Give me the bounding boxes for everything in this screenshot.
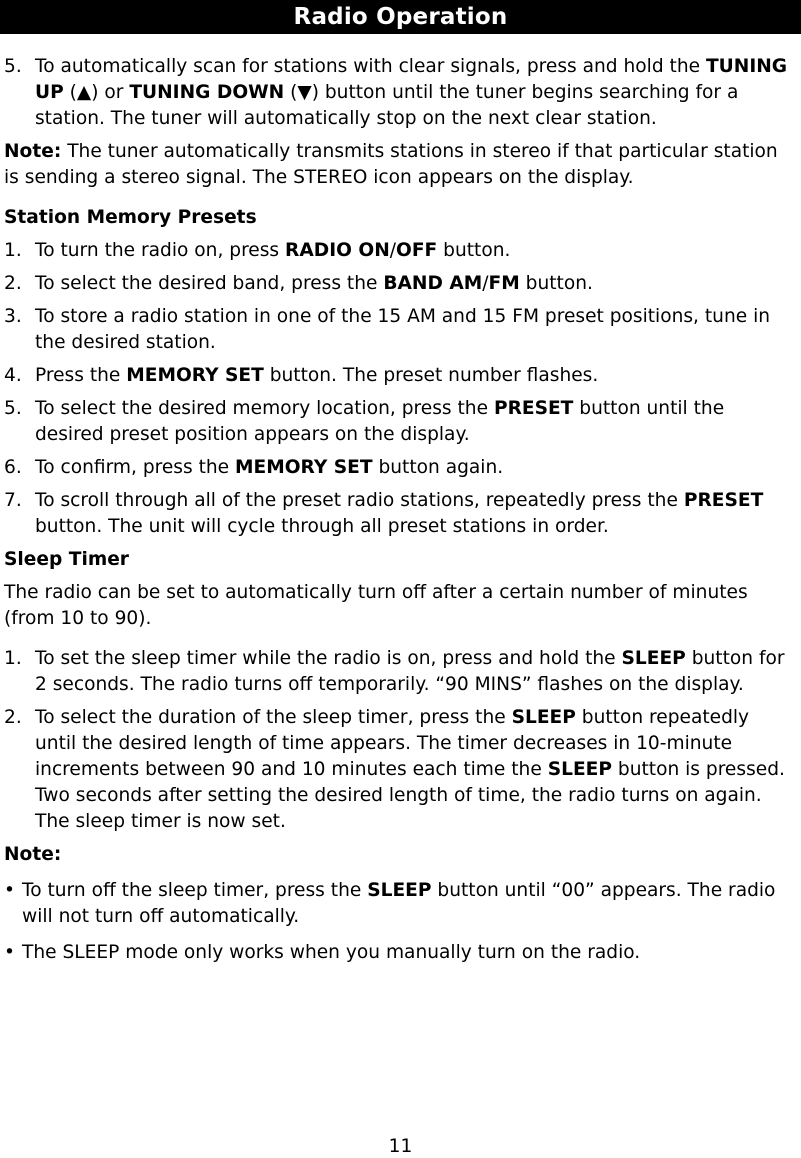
sleep-timer-heading: Sleep Timer (4, 549, 129, 570)
page-number: 11 (388, 1136, 413, 1157)
bullet-icon: • (4, 880, 15, 901)
stereo-note: Note: The tuner automatically transmits stations in stereo if that particular station is sending a stereo signal. The STEREO icon appears on the display. (4, 141, 778, 188)
down-triangle-icon: ▼ (297, 82, 312, 103)
page-title: Radio Operation (293, 4, 508, 30)
preset-step-6: 6. To confirm, press the MEMORY SET button again. (4, 457, 504, 478)
preset-step-7: 7. To scroll through all of the preset radio stations, repeatedly press the PRESET button. The unit will cycle through all preset stations in order. (4, 490, 764, 537)
manual-content (4, 54, 796, 966)
sleep-timer-intro: The radio can be set to automatically turn off after a certain number of minutes (from 10 to 90). (4, 582, 748, 629)
preset-step-4: 4. Press the MEMORY SET button. The preset number flashes. (4, 365, 599, 386)
note-item-2: • The SLEEP mode only works when you manually turn on the radio. (4, 940, 796, 966)
presets-heading: Station Memory Presets (4, 207, 257, 228)
note-label: Note: (4, 141, 62, 162)
tuning-step-5: 5. To automatically scan for stations with clear signals, press and hold the TUNING UP (▲) or TUNING DOWN (▼) button until the tuner begins searching for a station. The tuner will automatically stop on the next clear station. (4, 56, 788, 129)
notes-label: Note: (4, 844, 62, 865)
note-item-1: • To turn off the sleep timer, press the SLEEP button until “00” appears. The radio will not turn off automatically. (4, 880, 776, 927)
preset-step-3: 3. To store a radio station in one of the 15 AM and 15 FM preset positions, tune in the desired station. (4, 306, 771, 353)
tuning-down-label: TUNING DOWN (129, 82, 285, 103)
step-number: 5. (4, 56, 22, 77)
preset-step-1: 1. To turn the radio on, press RADIO ON/OFF button. (4, 240, 511, 261)
sleep-step-2: 2. To select the duration of the sleep timer, press the SLEEP button repeatedly until the desired length of time appears. The timer decreases in 10-minute increments between 90 and 10 minutes each time the SLEEP button is pressed. Two seconds after setting the desired length of time, the radio turns on again. The sleep timer is now set. (4, 707, 785, 832)
page-header (0, 0, 801, 34)
sleep-step-1: 1. To set the sleep timer while the radio is on, press and hold the SLEEP button for 2 seconds. The radio turns off temporarily. “90 MINS” flashes on the display. (4, 648, 785, 695)
preset-step-2: 2. To select the desired band, press the BAND AM/FM button. (4, 273, 593, 294)
preset-step-5: 5. To select the desired memory location, press the PRESET button until the desired preset position appears on the display. (4, 398, 725, 445)
tuning-up-label: TUNING UP (35, 56, 788, 103)
up-triangle-icon: ▲ (76, 82, 92, 103)
bullet-icon: • (4, 942, 15, 963)
